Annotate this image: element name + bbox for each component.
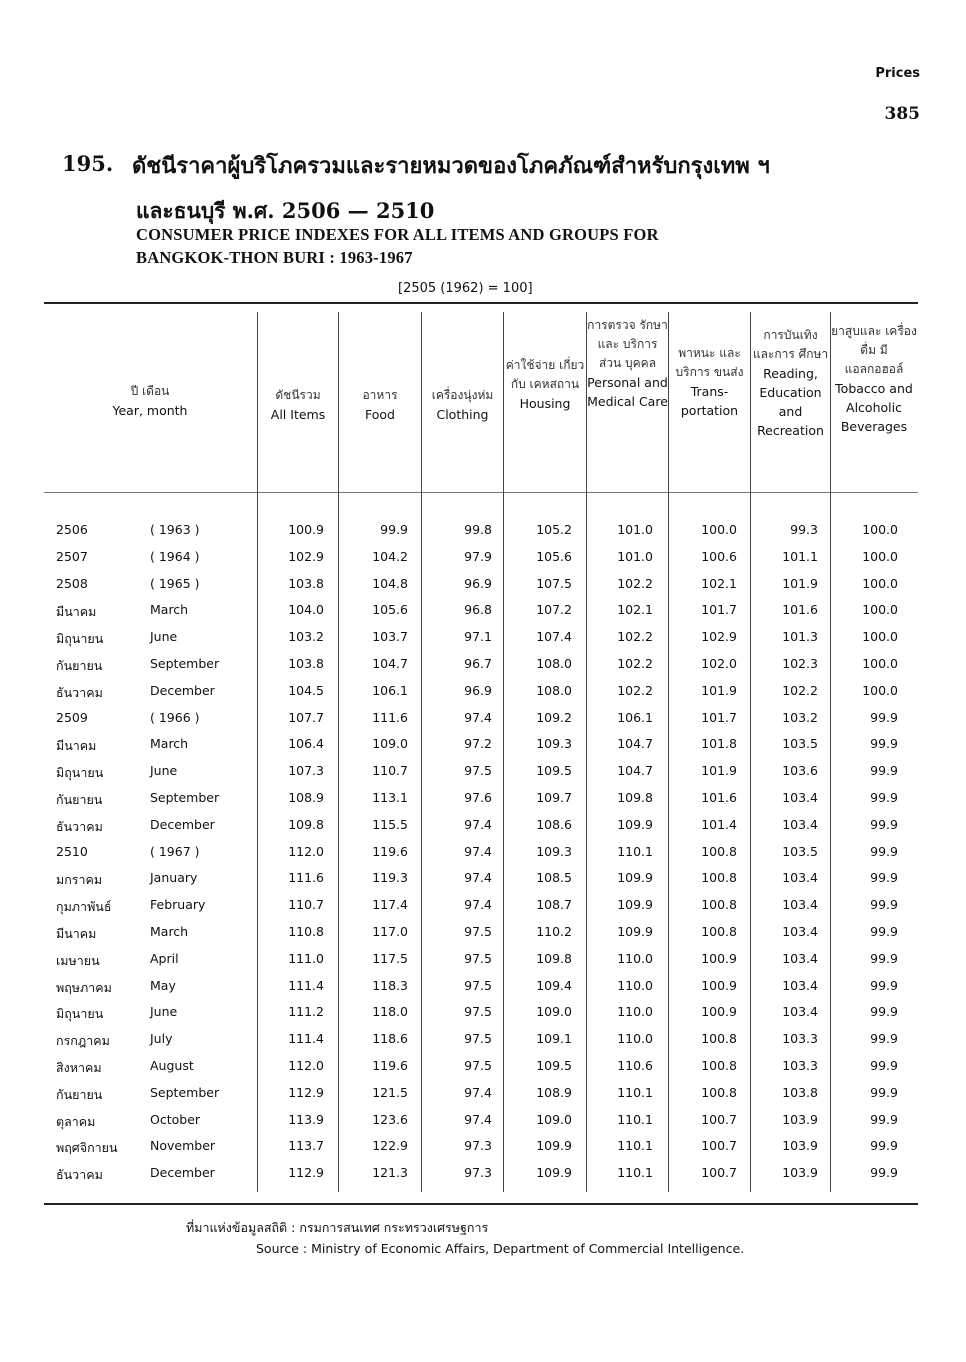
source-english: Source : Ministry of Economic Affairs, Department of Commercial Intelligence. (256, 1241, 745, 1256)
table-row (0, 1112, 966, 1139)
table-cell: 100.8 (701, 843, 737, 859)
table-cell: 102.2 (617, 656, 653, 671)
row-period-english: August (150, 1058, 194, 1073)
table-cell: 112.0 (288, 843, 324, 859)
table-cell: 99.9 (870, 843, 898, 859)
table-cell: 105.6 (536, 548, 572, 564)
row-period-thai: มิถุนายน (56, 631, 104, 647)
table-cell: 101.9 (701, 682, 737, 698)
table-cell: 103.5 (782, 736, 818, 752)
table-row (0, 763, 966, 790)
table-row (0, 951, 966, 978)
table-cell: 108.9 (288, 790, 324, 805)
table-cell: 110.6 (617, 1058, 653, 1073)
table-cell: 100.8 (701, 870, 737, 886)
row-period-thai: 2508 (56, 575, 88, 591)
table-cell: 123.6 (372, 1111, 408, 1127)
table-cell: 109.4 (536, 977, 572, 993)
row-period-thai: 2509 (56, 709, 88, 725)
row-period-thai: 2507 (56, 548, 88, 564)
table-cell: 110.2 (536, 924, 572, 939)
table-cell: 107.2 (536, 602, 572, 618)
table-row (0, 1058, 966, 1085)
table-cell: 96.7 (464, 656, 492, 671)
table-row (0, 897, 966, 924)
table-cell: 101.9 (782, 575, 818, 591)
table-cell: 100.0 (701, 522, 737, 537)
table-cell: 107.5 (536, 575, 572, 591)
table-cell: 103.5 (782, 843, 818, 859)
table-cell: 113.9 (288, 1111, 324, 1127)
table-row (0, 710, 966, 737)
table-cell: 97.5 (464, 763, 492, 779)
row-period-english: May (150, 977, 176, 993)
row-period-english: March (150, 736, 189, 752)
table-cell: 108.9 (536, 1084, 572, 1100)
table-cell: 110.0 (617, 950, 653, 966)
row-period-thai: ตุลาคม (56, 1113, 96, 1129)
row-period-english: September (150, 790, 220, 805)
table-cell: 109.8 (617, 790, 653, 805)
table-cell: 109.5 (536, 1058, 572, 1073)
table-cell: 108.0 (536, 682, 572, 698)
title-thai-line-2: และธนบุรี พ.ศ. 2506 — 2510 (136, 198, 435, 223)
table-cell: 109.3 (536, 843, 572, 859)
row-period-english: December (150, 682, 215, 698)
table-cell: 103.4 (782, 950, 818, 966)
table-cell: 113.1 (372, 790, 408, 805)
row-period-thai: พฤศจิกายน (56, 1140, 118, 1156)
table-cell: 100.8 (701, 924, 737, 939)
row-period-thai: เมษายน (56, 952, 100, 968)
table-row (0, 817, 966, 844)
row-period-thai: 2510 (56, 843, 88, 859)
table-cell: 97.5 (464, 924, 492, 939)
table-cell: 109.0 (536, 1004, 572, 1020)
table-row (0, 870, 966, 897)
table-cell: 97.2 (464, 736, 492, 752)
table-cell: 110.0 (617, 977, 653, 993)
row-period-english: November (150, 1138, 216, 1154)
table-cell: 101.6 (701, 790, 737, 805)
table-cell: 97.4 (464, 1111, 492, 1127)
table-row (0, 1085, 966, 1112)
table-cell: 110.0 (617, 1004, 653, 1020)
table-cell: 109.9 (536, 1165, 572, 1181)
table-cell: 108.6 (536, 816, 572, 832)
table-cell: 96.8 (464, 602, 492, 618)
table-cell: 119.3 (372, 870, 408, 886)
table-cell: 117.5 (372, 950, 408, 966)
row-period-english: January (150, 870, 198, 886)
table-row (0, 1138, 966, 1165)
row-period-english: April (150, 950, 179, 966)
table-cell: 97.6 (464, 790, 492, 805)
row-period-thai: ธันวาคม (56, 1167, 103, 1183)
table-cell: 109.1 (536, 1031, 572, 1047)
table-cell: 117.0 (372, 924, 408, 939)
table-cell: 121.3 (372, 1165, 408, 1181)
table-cell: 110.0 (617, 1031, 653, 1047)
table-cell: 109.7 (536, 790, 572, 805)
table-cell: 100.8 (701, 1058, 737, 1073)
row-period-thai: มิถุนายน (56, 765, 104, 781)
table-cell: 99.9 (870, 736, 898, 752)
row-period-english: February (150, 897, 206, 913)
table-cell: 109.2 (536, 709, 572, 725)
row-period-thai: มิถุนายน (56, 1006, 104, 1022)
table-cell: 104.7 (372, 656, 408, 671)
table-cell: 118.3 (372, 977, 408, 993)
row-period-thai: มีนาคม (56, 604, 97, 620)
table-cell: 99.9 (870, 1165, 898, 1181)
table-cell: 100.9 (701, 950, 737, 966)
table-cell: 109.9 (536, 1138, 572, 1154)
table-cell: 117.4 (372, 897, 408, 913)
table-cell: 103.3 (782, 1031, 818, 1047)
column-header-reading-recreation: การบันเทิง และการ ศึกษา Reading, Education and Recreation (752, 328, 829, 438)
table-cell: 104.5 (288, 682, 324, 698)
table-cell: 99.9 (870, 1058, 898, 1073)
row-period-english: June (150, 763, 178, 779)
header-bottom-rule (44, 492, 918, 493)
table-cell: 97.3 (464, 1165, 492, 1181)
table-row (0, 1165, 966, 1192)
table-cell: 118.6 (372, 1031, 408, 1047)
table-cell: 109.9 (617, 870, 653, 886)
table-cell: 99.9 (870, 1138, 898, 1154)
row-period-english: ( 1967 ) (150, 843, 200, 859)
row-period-thai: ธันวาคม (56, 818, 103, 834)
table-row (0, 602, 966, 629)
source-thai: ที่มาแห่งข้อมูลสถิติ : กรมการสนเทศ กระทรวงเศรษฐการ (186, 1220, 489, 1235)
table-cell: 99.9 (870, 763, 898, 779)
table-cell: 99.9 (870, 897, 898, 913)
table-cell: 97.4 (464, 816, 492, 832)
table-cell: 102.9 (288, 548, 324, 564)
row-period-thai: มกราคม (56, 872, 103, 888)
row-period-thai: กรกฎาคม (56, 1033, 110, 1049)
table-cell: 109.0 (536, 1111, 572, 1127)
table-cell: 103.3 (782, 1058, 818, 1073)
table-row (0, 844, 966, 871)
table-row (0, 576, 966, 603)
column-header-clothing: เครื่องนุ่งห่ม Clothing (431, 388, 494, 422)
row-period-english: ( 1965 ) (150, 575, 200, 591)
table-cell: 107.4 (536, 629, 572, 645)
row-period-thai: 2506 (56, 522, 88, 537)
table-cell: 101.4 (701, 816, 737, 832)
row-period-english: March (150, 602, 189, 618)
title-thai-line-1: ดัชนีราคาผู้บริโภครวมและรายหมวดของโภคภัณฑ์สำหรับกรุงเทพ ฯ (132, 153, 770, 179)
table-cell: 97.5 (464, 1031, 492, 1047)
table-cell: 110.7 (372, 763, 408, 779)
table-cell: 113.7 (288, 1138, 324, 1154)
table-cell: 100.9 (701, 977, 737, 993)
row-period-english: March (150, 924, 189, 939)
table-cell: 99.9 (870, 816, 898, 832)
table-cell: 102.3 (782, 656, 818, 671)
table-row (0, 522, 966, 549)
table-cell: 100.7 (701, 1165, 737, 1181)
table-cell: 107.3 (288, 763, 324, 779)
table-cell: 122.9 (372, 1138, 408, 1154)
table-cell: 102.2 (617, 575, 653, 591)
table-cell: 97.4 (464, 843, 492, 859)
column-header-year-month: ปี เดือน Year, month (112, 384, 188, 418)
table-row (0, 1004, 966, 1031)
table-cell: 112.0 (288, 1058, 324, 1073)
table-cell: 102.1 (617, 602, 653, 618)
table-cell: 97.4 (464, 897, 492, 913)
section-label: Prices (875, 66, 920, 81)
table-cell: 101.8 (701, 736, 737, 752)
table-cell: 111.6 (288, 870, 324, 886)
table-cell: 101.3 (782, 629, 818, 645)
table-cell: 119.6 (372, 843, 408, 859)
table-number: 195. (62, 151, 114, 176)
row-period-thai: พฤษภาคม (56, 979, 112, 995)
row-period-english: June (150, 629, 178, 645)
table-cell: 102.2 (617, 629, 653, 645)
table-cell: 99.9 (870, 1004, 898, 1020)
row-period-english: December (150, 816, 215, 832)
table-cell: 109.9 (617, 897, 653, 913)
table-cell: 96.9 (464, 575, 492, 591)
table-cell: 101.0 (617, 522, 653, 537)
table-cell: 102.0 (701, 656, 737, 671)
table-cell: 97.5 (464, 1004, 492, 1020)
table-cell: 97.5 (464, 977, 492, 993)
table-row (0, 978, 966, 1005)
table-cell: 103.8 (288, 575, 324, 591)
row-period-english: June (150, 1004, 178, 1020)
column-header-personal-medical: การตรวจ รักษาและ บริการส่วน บุคคล Personal and Medical Care (587, 318, 668, 409)
table-cell: 111.2 (288, 1004, 324, 1020)
table-cell: 103.9 (782, 1138, 818, 1154)
row-period-thai: กุมภาพันธ์ (56, 899, 112, 915)
table-cell: 97.4 (464, 709, 492, 725)
page-number: 385 (884, 104, 920, 124)
table-row (0, 924, 966, 951)
table-cell: 104.0 (288, 602, 324, 618)
table-cell: 106.1 (617, 709, 653, 725)
table-cell: 110.1 (617, 1165, 653, 1181)
table-row (0, 1031, 966, 1058)
top-rule (44, 302, 918, 304)
table-cell: 100.0 (862, 522, 898, 537)
table-cell: 99.9 (870, 870, 898, 886)
table-cell: 112.9 (288, 1165, 324, 1181)
table-cell: 100.9 (288, 522, 324, 537)
table-cell: 109.0 (372, 736, 408, 752)
column-header-food: อาหาร Food (362, 388, 398, 422)
table-cell: 105.6 (372, 602, 408, 618)
table-cell: 111.4 (288, 977, 324, 993)
row-period-thai: กันยายน (56, 1086, 103, 1102)
column-header-all-items: ดัชนีรวม All Items (270, 388, 326, 422)
table-cell: 103.2 (782, 709, 818, 725)
table-cell: 99.9 (870, 977, 898, 993)
row-period-thai: มีนาคม (56, 926, 97, 941)
table-cell: 109.9 (617, 816, 653, 832)
row-period-english: ( 1963 ) (150, 522, 200, 537)
table-cell: 100.8 (701, 1031, 737, 1047)
row-period-english: July (150, 1031, 173, 1047)
table-cell: 119.6 (372, 1058, 408, 1073)
title-english-line-2: BANGKOK-THON BURI : 1963-1967 (136, 248, 413, 267)
table-cell: 97.4 (464, 870, 492, 886)
table-cell: 100.0 (862, 629, 898, 645)
table-cell: 99.9 (870, 709, 898, 725)
table-cell: 96.9 (464, 682, 492, 698)
table-cell: 110.1 (617, 1084, 653, 1100)
table-cell: 108.5 (536, 870, 572, 886)
table-cell: 103.7 (372, 629, 408, 645)
table-cell: 101.0 (617, 548, 653, 564)
table-cell: 109.8 (288, 816, 324, 832)
table-cell: 102.2 (617, 682, 653, 698)
table-cell: 104.7 (617, 736, 653, 752)
table-row (0, 549, 966, 576)
table-cell: 100.9 (701, 1004, 737, 1020)
row-period-english: September (150, 1084, 220, 1100)
table-cell: 109.8 (536, 950, 572, 966)
row-period-english: October (150, 1111, 201, 1127)
table-cell: 103.8 (288, 656, 324, 671)
row-period-thai: ธันวาคม (56, 684, 103, 700)
table-cell: 103.6 (782, 763, 818, 779)
table-cell: 103.4 (782, 924, 818, 939)
row-period-thai: สิงหาคม (56, 1060, 102, 1075)
table-cell: 103.8 (782, 1084, 818, 1100)
table-cell: 99.3 (790, 522, 818, 537)
table-row (0, 629, 966, 656)
row-period-thai: มีนาคม (56, 738, 97, 754)
table-cell: 97.4 (464, 1084, 492, 1100)
table-cell: 121.5 (372, 1084, 408, 1100)
bottom-rule (44, 1203, 918, 1205)
table-cell: 99.9 (870, 950, 898, 966)
table-cell: 100.6 (701, 548, 737, 564)
title-english-line-1: CONSUMER PRICE INDEXES FOR ALL ITEMS AND GROUPS FOR (136, 225, 659, 244)
table-cell: 100.0 (862, 548, 898, 564)
table-cell: 112.9 (288, 1084, 324, 1100)
row-period-english: ( 1966 ) (150, 709, 200, 725)
table-cell: 101.7 (701, 602, 737, 618)
table-cell: 100.8 (701, 897, 737, 913)
table-cell: 109.5 (536, 763, 572, 779)
table-cell: 100.7 (701, 1138, 737, 1154)
table-cell: 103.4 (782, 870, 818, 886)
table-cell: 103.9 (782, 1111, 818, 1127)
table-cell: 110.7 (288, 897, 324, 913)
table-row (0, 656, 966, 683)
base-period: [2505 (1962) = 100] (398, 281, 533, 296)
row-period-english: December (150, 1165, 215, 1181)
table-cell: 100.0 (862, 656, 898, 671)
table-cell: 99.9 (870, 1031, 898, 1047)
table-cell: 109.3 (536, 736, 572, 752)
table-cell: 103.2 (288, 629, 324, 645)
table-cell: 110.1 (617, 1138, 653, 1154)
table-cell: 99.9 (870, 790, 898, 805)
table-cell: 103.4 (782, 790, 818, 805)
table-cell: 110.8 (288, 924, 324, 939)
table-cell: 99.8 (464, 522, 492, 537)
table-cell: 100.8 (701, 1084, 737, 1100)
row-period-english: ( 1964 ) (150, 548, 200, 564)
table-cell: 103.9 (782, 1165, 818, 1181)
column-header-transportation: พาหนะ และบริการ ขนส่ง Trans- portation (675, 346, 744, 418)
table-cell: 101.6 (782, 602, 818, 618)
table-cell: 111.0 (288, 950, 324, 966)
row-period-thai: กันยายน (56, 792, 103, 807)
table-cell: 99.9 (870, 1111, 898, 1127)
table-cell: 100.0 (862, 602, 898, 618)
table-cell: 97.3 (464, 1138, 492, 1154)
table-row (0, 790, 966, 817)
table-cell: 118.0 (372, 1004, 408, 1020)
column-header-tobacco-alcohol: ยาสูบและ เครื่องดื่ม มี แอลกอฮอล์ Tobacco and Alcoholic Beverages (831, 324, 917, 434)
table-cell: 106.4 (288, 736, 324, 752)
table-cell: 97.9 (464, 548, 492, 564)
table-cell: 103.4 (782, 816, 818, 832)
table-cell: 104.7 (617, 763, 653, 779)
table-cell: 109.9 (617, 924, 653, 939)
table-cell: 103.4 (782, 897, 818, 913)
table-cell: 100.0 (862, 575, 898, 591)
table-cell: 102.1 (701, 575, 737, 591)
row-period-english: September (150, 656, 220, 671)
table-cell: 97.5 (464, 950, 492, 966)
table-cell: 110.1 (617, 1111, 653, 1127)
table-cell: 99.9 (870, 924, 898, 939)
table-cell: 97.1 (464, 629, 492, 645)
table-cell: 106.1 (372, 682, 408, 698)
table-row (0, 683, 966, 710)
table-cell: 103.4 (782, 1004, 818, 1020)
table-cell: 100.7 (701, 1111, 737, 1127)
table-cell: 102.9 (701, 629, 737, 645)
table-cell: 97.5 (464, 1058, 492, 1073)
table-cell: 99.9 (870, 1084, 898, 1100)
table-cell: 100.0 (862, 682, 898, 698)
row-period-thai: กันยายน (56, 658, 103, 673)
table-cell: 103.4 (782, 977, 818, 993)
table-cell: 105.2 (536, 522, 572, 537)
table-cell: 101.9 (701, 763, 737, 779)
table-cell: 110.1 (617, 843, 653, 859)
table-cell: 108.0 (536, 656, 572, 671)
column-header-housing: ค่าใช้จ่าย เกี่ยวกับ เคหสถาน Housing (505, 358, 585, 411)
table-cell: 111.4 (288, 1031, 324, 1047)
table-row (0, 736, 966, 763)
table-cell: 101.1 (782, 548, 818, 564)
table-cell: 99.9 (380, 522, 408, 537)
table-cell: 111.6 (372, 709, 408, 725)
table-cell: 115.5 (372, 816, 408, 832)
table-cell: 108.7 (536, 897, 572, 913)
table-cell: 104.2 (372, 548, 408, 564)
table-cell: 104.8 (372, 575, 408, 591)
table-cell: 102.2 (782, 682, 818, 698)
table-cell: 101.7 (701, 709, 737, 725)
table-cell: 107.7 (288, 709, 324, 725)
